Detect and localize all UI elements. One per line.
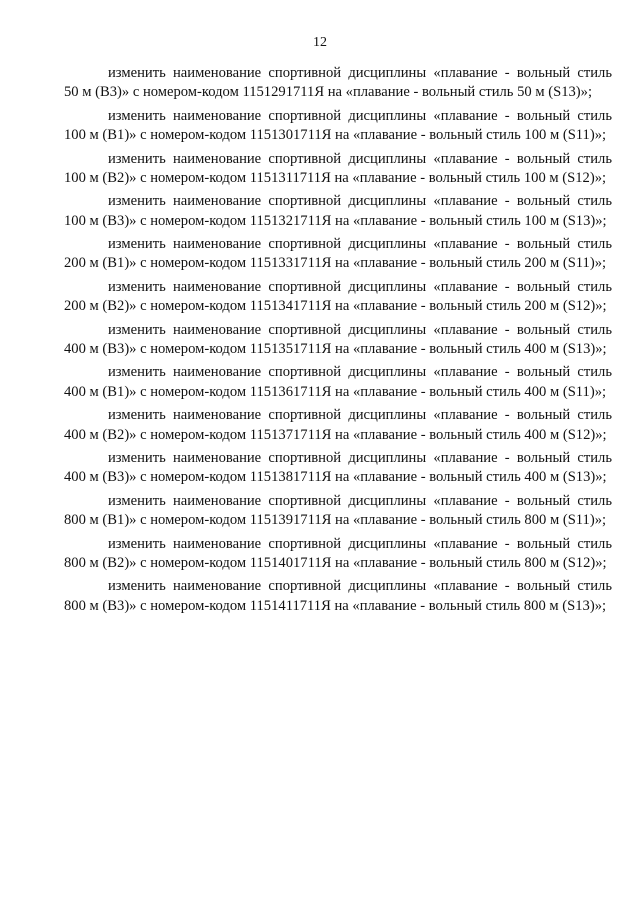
- paragraph-13: [64, 577, 612, 616]
- paragraph-first-line: изменить наименование спортивной дисциплины «плавание - вольный стиль: [108, 364, 612, 381]
- paragraph-continuation: 400 м (В3)» с номером-кодом 1151351711Я на «плавание - вольный стиль 400 м (S13)»;: [64, 340, 607, 357]
- paragraph-first-line: изменить наименование спортивной дисциплины «плавание - вольный стиль: [108, 492, 612, 509]
- paragraph-continuation: 400 м (В3)» с номером-кодом 1151381711Я на «плавание - вольный стиль 400 м (S13)»;: [64, 469, 607, 486]
- paragraph-first-line: изменить наименование спортивной дисциплины «плавание - вольный стиль: [108, 150, 612, 167]
- paragraph-first-line: изменить наименование спортивной дисциплины «плавание - вольный стиль: [108, 278, 612, 295]
- paragraph-first-line: изменить наименование спортивной дисциплины «плавание - вольный стиль: [108, 193, 612, 210]
- paragraph-first-line: изменить наименование спортивной дисциплины «плавание - вольный стиль: [108, 407, 612, 424]
- paragraph-4: [64, 192, 612, 231]
- page-number: 12: [313, 35, 327, 50]
- paragraph-12: [64, 535, 612, 574]
- paragraph-first-line: изменить наименование спортивной дисциплины «плавание - вольный стиль: [108, 578, 612, 595]
- paragraph-5: [64, 235, 612, 274]
- paragraph-7: [64, 321, 612, 360]
- paragraph-first-line: изменить наименование спортивной дисциплины «плавание - вольный стиль: [108, 236, 612, 253]
- paragraph-first-line: изменить наименование спортивной дисциплины «плавание - вольный стиль: [108, 450, 612, 467]
- paragraph-continuation: 800 м (В3)» с номером-кодом 1151411711Я на «плавание - вольный стиль 800 м (S13)»;: [64, 597, 607, 614]
- paragraph-first-line: изменить наименование спортивной дисциплины «плавание - вольный стиль: [108, 321, 612, 338]
- paragraph-first-line: изменить наименование спортивной дисциплины «плавание - вольный стиль: [108, 535, 612, 552]
- paragraph-continuation: 200 м (В1)» с номером-кодом 1151331711Я на «плавание - вольный стиль 200 м (S11)»;: [64, 255, 607, 272]
- paragraph-9: [64, 406, 612, 445]
- paragraph-continuation: 400 м (В1)» с номером-кодом 1151361711Я на «плавание - вольный стиль 400 м (S11)»;: [64, 383, 607, 400]
- paragraph-continuation: 800 м (В2)» с номером-кодом 1151401711Я на «плавание - вольный стиль 800 м (S12)»;: [64, 554, 607, 571]
- paragraph-3: [64, 150, 612, 189]
- paragraph-first-line: изменить наименование спортивной дисциплины «плавание - вольный стиль: [108, 65, 612, 81]
- paragraph-11: [64, 492, 612, 531]
- paragraph-1: [64, 64, 612, 103]
- paragraph-continuation: 400 м (В2)» с номером-кодом 1151371711Я на «плавание - вольный стиль 400 м (S12)»;: [64, 426, 607, 443]
- paragraph-continuation: 100 м (В1)» с номером-кодом 1151301711Я на «плавание - вольный стиль 100 м (S11)»;: [64, 127, 607, 144]
- paragraph-8: [64, 363, 612, 402]
- paragraph-2: [64, 107, 612, 146]
- paragraph-6: [64, 278, 612, 317]
- document-body: [64, 64, 612, 620]
- paragraph-continuation: 800 м (В1)» с номером-кодом 1151391711Я на «плавание - вольный стиль 800 м (S11)»;: [64, 512, 607, 529]
- paragraph-continuation: 100 м (В3)» с номером-кодом 1151321711Я на «плавание - вольный стиль 100 м (S13)»;: [64, 212, 607, 229]
- paragraph-10: [64, 449, 612, 488]
- paragraph-continuation: 100 м (В2)» с номером-кодом 1151311711Я на «плавание - вольный стиль 100 м (S12)»;: [64, 169, 607, 186]
- paragraph-continuation: 200 м (В2)» с номером-кодом 1151341711Я на «плавание - вольный стиль 200 м (S12)»;: [64, 298, 607, 315]
- paragraph-continuation: 50 м (В3)» с номером-кодом 1151291711Я на «плавание - вольный стиль 50 м (S13)»;: [64, 84, 593, 101]
- paragraph-first-line: изменить наименование спортивной дисциплины «плавание - вольный стиль: [108, 107, 612, 124]
